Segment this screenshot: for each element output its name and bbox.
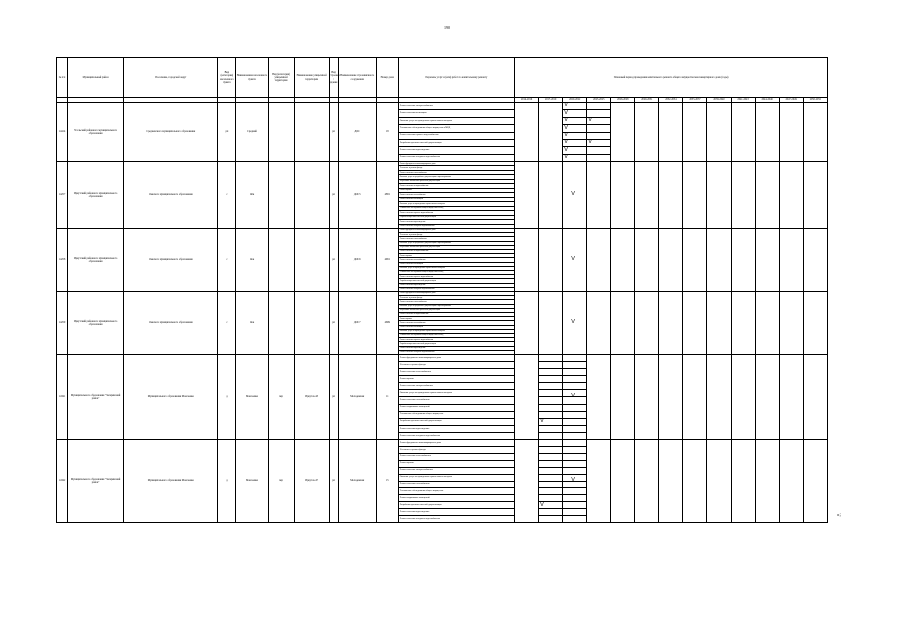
service-item: Утепление и ремонт фасада xyxy=(399,233,514,237)
service-item: Ремонт системы водоотведения xyxy=(399,509,514,516)
period-cell xyxy=(683,292,707,355)
period-header: 2044-2046 xyxy=(755,98,779,103)
cell-district: Иркутский районного муниципального образования xyxy=(68,229,124,292)
service-item: Разработка проектно-сметной документации xyxy=(399,502,514,509)
cell-district: Муниципального образования "Заларинский район" xyxy=(68,440,124,523)
period-cell xyxy=(563,292,587,355)
period-cell xyxy=(707,229,731,292)
page-number: 190 xyxy=(444,25,450,30)
period-header: 2038-2040 xyxy=(707,98,731,103)
period-cell xyxy=(659,103,683,162)
period-cell xyxy=(683,229,707,292)
service-item: Ремонт системы вентиляции xyxy=(399,326,514,330)
table-row xyxy=(57,355,828,440)
check-mark: V xyxy=(564,131,568,138)
service-item: Подготовка заключения проектной документации xyxy=(399,309,514,313)
service-item: Разработка проектно-сметной документации xyxy=(399,279,514,283)
period-cell xyxy=(635,229,659,292)
period-cell xyxy=(635,162,659,229)
service-item: Ремонт системы электроснабжения xyxy=(399,313,514,317)
check-mark: V xyxy=(564,109,568,116)
period-cell xyxy=(779,292,803,355)
period-cell xyxy=(779,229,803,292)
service-item: Разработка проектно-сметной документации xyxy=(399,342,514,346)
table-row xyxy=(57,440,828,523)
period-cell xyxy=(779,103,803,162)
cell-district: Муниципального образования "Заларинский район" xyxy=(68,355,124,440)
period-cell xyxy=(803,355,827,440)
service-item: Ремонт системы теплоснабжения xyxy=(399,369,514,376)
cell-house-no: 4881 xyxy=(376,162,398,229)
period-cell xyxy=(611,103,635,162)
cell-house-type: рп xyxy=(329,103,338,162)
period-cell xyxy=(731,162,755,229)
period-cell xyxy=(635,292,659,355)
header-district: Муниципальный район xyxy=(68,58,124,98)
cell-house-type: рп xyxy=(329,162,338,229)
service-item: Ремонт системы газоснабжения xyxy=(399,482,514,489)
service-item: Ремонт системы газоснабжения xyxy=(399,397,514,404)
period-cell xyxy=(587,292,611,355)
service-item: Ремонт подвальных помещений xyxy=(399,405,514,412)
service-item: Подготовка заключения проектной документации xyxy=(399,246,514,250)
capital-repair-table xyxy=(56,57,828,523)
period-cell xyxy=(587,103,611,162)
period-cell xyxy=(515,440,539,523)
cell-loc-name: Оек xyxy=(236,229,268,292)
table-row xyxy=(57,292,828,355)
period-header: 2017-2019 xyxy=(539,98,563,103)
period-cell xyxy=(803,103,827,162)
period-cell xyxy=(635,103,659,162)
service-item: Оказание услуг по проведению строительного контроля xyxy=(399,202,514,206)
period-header: 2041-2043 xyxy=(731,98,755,103)
service-item: Подготовка заключения проектной документации xyxy=(399,180,514,184)
period-cell xyxy=(755,292,779,355)
period-cell xyxy=(539,103,563,162)
period-cell xyxy=(563,103,587,162)
cell-num: 14259 xyxy=(57,292,68,355)
service-item: Ремонт кровли xyxy=(399,461,514,468)
check-mark: V xyxy=(564,124,568,131)
service-item: Оказание услуг по разработке документации и проектирования xyxy=(399,305,514,309)
period-cell xyxy=(587,355,611,440)
period-cell xyxy=(755,162,779,229)
service-item: Технические обследования общего имущества xyxy=(399,488,514,495)
cell-loc-name: Оек xyxy=(236,292,268,355)
cell-district: Иркутский районного муниципального образования xyxy=(68,162,124,229)
cell-house-no: 15 xyxy=(376,440,398,523)
check-mark: V xyxy=(571,319,575,326)
period-cell xyxy=(779,355,803,440)
header-locality-name: Наименование населенного пункта xyxy=(236,58,268,98)
services-cell xyxy=(398,355,514,440)
service-item: Ремонт системы электроснабжения xyxy=(399,250,514,254)
service-item: Оказание услуг по проведению строительного контроля xyxy=(399,330,514,334)
header-street-name: Наименование улицы/иной территории xyxy=(294,58,329,98)
cell-loc-name: Моисеевка xyxy=(236,440,268,523)
check-mark: V xyxy=(588,117,592,124)
cell-house-type: рп xyxy=(329,355,338,440)
period-cell xyxy=(659,355,683,440)
service-item: Технические обследования общего имущества в МКД xyxy=(399,125,514,132)
period-cell xyxy=(563,162,587,229)
service-item: Ремонт системы водоотведения xyxy=(399,284,514,288)
period-cell xyxy=(683,162,707,229)
cell-house-no: 11 xyxy=(376,355,398,440)
period-cell xyxy=(803,440,827,523)
period-header: 2047-2049 xyxy=(779,98,803,103)
header-settlement: Поселение, городской округ xyxy=(124,58,218,98)
services-cell xyxy=(398,229,514,292)
cell-street-type xyxy=(268,103,294,162)
period-cell xyxy=(515,292,539,355)
header-street-type: Вид (категория) улицы/иной территории xyxy=(268,58,294,98)
cell-building: Молодежная xyxy=(338,440,376,523)
services-cell xyxy=(398,162,514,229)
period-cell xyxy=(707,103,731,162)
period-header: 2032-2034 xyxy=(659,98,683,103)
period-cell xyxy=(779,162,803,229)
period-cell xyxy=(539,440,563,523)
service-item: Утепление и ремонт фасада xyxy=(399,362,514,369)
service-item: Ремонт подвальных помещений xyxy=(399,495,514,502)
cell-street-name: Иркутск-43 xyxy=(294,355,329,440)
service-item: Ремонт фундамента многоквартирного дома xyxy=(399,162,514,166)
cell-building: ДОС7 xyxy=(338,292,376,355)
service-item: Ремонт системы холодного водоснабжения xyxy=(399,351,435,354)
period-cell xyxy=(683,103,707,162)
cell-loc-type: с xyxy=(218,162,236,229)
cell-street-type: пер xyxy=(268,355,294,440)
cell-street-name xyxy=(294,103,329,162)
period-cell xyxy=(803,162,827,229)
cell-loc-name: Моисеевка xyxy=(236,355,268,440)
service-item: Ремонт системы холодного водоснабжения xyxy=(399,225,435,228)
period-cell xyxy=(611,229,635,292)
header-num: № п/п xyxy=(57,58,68,98)
table-row xyxy=(57,103,828,162)
service-item: Ремонт фундамента многоквартирного дома xyxy=(399,292,514,296)
cell-street-type xyxy=(268,292,294,355)
period-cell xyxy=(707,292,731,355)
header-services: Перечень услуг и (или) работ по капитальному ремонту xyxy=(398,58,514,98)
cell-district: Усольский районного муниципального образования xyxy=(68,103,124,162)
cell-street-name xyxy=(294,162,329,229)
service-item: Оказание услуг по разработке документации и проектирования xyxy=(399,175,514,179)
services-cell xyxy=(398,440,514,523)
service-item: Ремонт кровли xyxy=(399,254,514,258)
period-cell xyxy=(611,292,635,355)
period-cell xyxy=(515,162,539,229)
service-item: Ремонт системы газоснабжения xyxy=(399,193,514,197)
period-header: 2035-2037 xyxy=(683,98,707,103)
header-plan-period: Плановый период проведения капитального ремонта общего имущества многоквартирного дома (годы) xyxy=(515,58,828,98)
service-item: Ремонт системы вентиляции xyxy=(399,263,514,267)
period-cell xyxy=(731,103,755,162)
check-mark: V xyxy=(540,501,544,508)
period-cell xyxy=(515,355,539,440)
service-item: Оказание услуг по проведению строительного контроля xyxy=(399,118,514,125)
service-item: Технические обследования общего имущества в МКД xyxy=(399,334,514,338)
service-item: Технические обследования общего имущества в МКД xyxy=(399,207,514,211)
service-item: Ремонт системы теплоснабжения xyxy=(399,300,514,304)
service-item: Ремонт системы электроснабжения xyxy=(399,383,514,390)
period-cell xyxy=(587,440,611,523)
cell-loc-name: Средний xyxy=(236,103,268,162)
table-row xyxy=(57,229,828,292)
service-item: Ремонт системы теплоснабжения xyxy=(399,171,514,175)
service-item: Технические обследования общего имущества в МКД xyxy=(399,271,514,275)
cell-district: Иркутский районного муниципального образования xyxy=(68,292,124,355)
services-cell xyxy=(398,292,514,355)
period-cell xyxy=(755,355,779,440)
check-mark: V xyxy=(571,477,575,484)
period-header: 2020-2022 xyxy=(563,98,587,103)
cell-street-type xyxy=(268,162,294,229)
period-cell xyxy=(563,355,587,440)
period-cell xyxy=(587,162,611,229)
cell-settlement: Средненского муниципального образования xyxy=(124,103,218,162)
period-cell xyxy=(731,440,755,523)
period-cell xyxy=(683,355,707,440)
period-cell xyxy=(539,162,563,229)
cell-num: 14341 xyxy=(57,355,68,440)
service-item: Утепление и ремонт фасада xyxy=(399,166,514,170)
period-cell xyxy=(659,229,683,292)
period-cell xyxy=(611,355,635,440)
period-cell xyxy=(611,162,635,229)
period-cell xyxy=(707,355,731,440)
period-cell xyxy=(731,229,755,292)
service-item: Ремонт системы газоснабжения xyxy=(399,321,514,325)
check-mark: V xyxy=(588,139,592,146)
cell-settlement: Муниципального образования Моисеевка xyxy=(124,355,218,440)
period-cell xyxy=(731,292,755,355)
period-cell xyxy=(515,103,539,162)
service-item: Утепление и ремонт фасада xyxy=(399,447,514,454)
header-house-number: Номер дома xyxy=(376,58,398,98)
period-header: 2050-2052 xyxy=(803,98,827,103)
period-cell xyxy=(755,229,779,292)
service-item: Ремонт фундамента многоквартирного дома xyxy=(399,440,514,447)
period-cell xyxy=(635,440,659,523)
service-item: Ремонт системы водоотведения xyxy=(399,147,514,154)
check-mark: V xyxy=(564,117,568,124)
period-header: 2029-2031 xyxy=(635,98,659,103)
service-item: Ремонт системы электроснабжения xyxy=(399,184,514,188)
period-header: 2023-2025 xyxy=(587,98,611,103)
service-item: Утепление и ремонт фасада xyxy=(399,296,514,300)
cell-building: Молодежная xyxy=(338,355,376,440)
cell-house-type: рп xyxy=(329,440,338,523)
period-cell xyxy=(803,229,827,292)
service-item: Ремонт фундамента многоквартирного дома xyxy=(399,355,514,362)
check-mark: V xyxy=(564,139,568,146)
period-cell xyxy=(587,229,611,292)
check-mark: V xyxy=(564,154,568,161)
check-mark: V xyxy=(564,146,568,153)
cell-num: 14258 xyxy=(57,229,68,292)
period-cell xyxy=(659,162,683,229)
period-cell xyxy=(659,440,683,523)
service-item: Ремонт системы газоснабжения xyxy=(399,258,514,262)
cell-loc-name: Оёк xyxy=(236,162,268,229)
cell-loc-type: д xyxy=(218,440,236,523)
check-mark: V xyxy=(540,417,544,424)
period-header: 2014-2016 xyxy=(515,98,539,103)
cell-street-name xyxy=(294,292,329,355)
service-item: Оказание услуг по проведению строительного контроля xyxy=(399,267,514,271)
period-cell xyxy=(755,103,779,162)
period-cell xyxy=(563,229,587,292)
service-item: Разработка проектно-сметной документации xyxy=(399,419,514,426)
service-item: Технические обследования общего имущества xyxy=(399,412,514,419)
period-cell xyxy=(803,292,827,355)
cell-num: 14342 xyxy=(57,440,68,523)
cell-settlement: Оекского муниципального образования xyxy=(124,229,218,292)
cell-loc-type: д xyxy=(218,355,236,440)
cell-num: 14414 xyxy=(57,103,68,162)
cell-building: ДОС5 xyxy=(338,162,376,229)
period-cell xyxy=(515,229,539,292)
check-mark: V xyxy=(571,256,575,263)
service-item: Ремонт кровли xyxy=(399,317,514,321)
service-item: Ремонт системы горячего водоснабжения xyxy=(399,133,514,140)
cell-house-type: рп xyxy=(329,229,338,292)
service-item: Ремонт системы горячего водоснабжения xyxy=(399,211,514,215)
period-cell xyxy=(635,355,659,440)
cell-settlement: Оекского муниципального образования xyxy=(124,162,218,229)
period-cell xyxy=(539,229,563,292)
period-cell xyxy=(539,355,563,440)
period-cell xyxy=(731,355,755,440)
service-item: Ремонт системы водоотведения xyxy=(399,426,514,433)
header-locality-type: Вид (категория) населенного пункта xyxy=(218,58,236,98)
cell-loc-type: с xyxy=(218,292,236,355)
service-item: Ремонт системы холодного водоснабжения xyxy=(399,517,440,520)
period-cell xyxy=(539,292,563,355)
check-mark: V xyxy=(564,102,568,109)
service-item: Ремонт системы теплоснабжения xyxy=(399,237,514,241)
service-item: Ремонт системы холодного водоснабжения xyxy=(399,434,440,437)
header-building: Наименование строения/иного сооружения xyxy=(338,58,376,98)
service-item: Оказание услуг по разработке документации и проектирования xyxy=(399,242,514,246)
cell-house-no: 4699 xyxy=(376,292,398,355)
cell-house-no: 4991 xyxy=(376,229,398,292)
service-item: Разработка проектно-сметной документации xyxy=(399,140,514,147)
period-cell xyxy=(563,440,587,523)
cell-building: ДОС xyxy=(338,103,376,162)
period-cell xyxy=(659,292,683,355)
header-house-type: Вид строения / здания xyxy=(329,58,338,98)
service-item: Ремонт кровли xyxy=(399,189,514,193)
check-mark: V xyxy=(571,191,575,198)
cell-num: 14257 xyxy=(57,162,68,229)
services-cell xyxy=(398,103,514,162)
service-item: Ремонт фундамента многоквартирного дома xyxy=(399,229,514,233)
cell-house-type: рп xyxy=(329,292,338,355)
tail-mark: »; xyxy=(837,513,841,518)
service-item: Ремонт кровли xyxy=(399,376,514,383)
cell-loc-type: с xyxy=(218,229,236,292)
service-item: Ремонт системы холодного водоснабжения xyxy=(399,288,435,291)
service-item: Ремонт системы водоотведения xyxy=(399,347,514,351)
period-cell xyxy=(611,440,635,523)
service-item: Ремонт системы горячего водоснабжения xyxy=(399,275,514,279)
period-cell xyxy=(683,440,707,523)
service-item: Разработка проектно-сметной документации xyxy=(399,216,514,220)
check-mark: V xyxy=(571,393,575,400)
cell-house-no: 18 xyxy=(376,103,398,162)
cell-street-type: пер xyxy=(268,440,294,523)
service-item: Оказание услуг по проведению строительного контроля xyxy=(399,390,514,397)
cell-loc-type: рп xyxy=(218,103,236,162)
service-item: Ремонт системы электроснабжения xyxy=(399,468,514,475)
service-item: Оказание услуг по проведению строительного контроля xyxy=(399,475,514,482)
cell-settlement: Оекского муниципального образования xyxy=(124,292,218,355)
table-row xyxy=(57,162,828,229)
service-item: Ремонт системы водоотведения xyxy=(399,220,514,224)
cell-settlement: Муниципального образования Моисеевка xyxy=(124,440,218,523)
service-item: Ремонт системы горячего водоснабжения xyxy=(399,338,514,342)
cell-street-name: Иркутск-47 xyxy=(294,440,329,523)
period-cell xyxy=(707,162,731,229)
cell-street-type xyxy=(268,229,294,292)
period-cell xyxy=(707,440,731,523)
period-header: 2026-2028 xyxy=(611,98,635,103)
service-item: Ремонт системы холодного водоснабжения xyxy=(399,156,440,159)
period-cell xyxy=(755,440,779,523)
service-item: Ремонт системы электроснабжения xyxy=(399,103,514,110)
cell-building: ДОС6 xyxy=(338,229,376,292)
period-cell xyxy=(779,440,803,523)
service-item: Ремонт системы вентиляции xyxy=(399,198,514,202)
service-item: Ремонт системы вентиляции xyxy=(399,110,514,117)
cell-street-name xyxy=(294,229,329,292)
service-item: Ремонт системы теплоснабжения xyxy=(399,454,514,461)
